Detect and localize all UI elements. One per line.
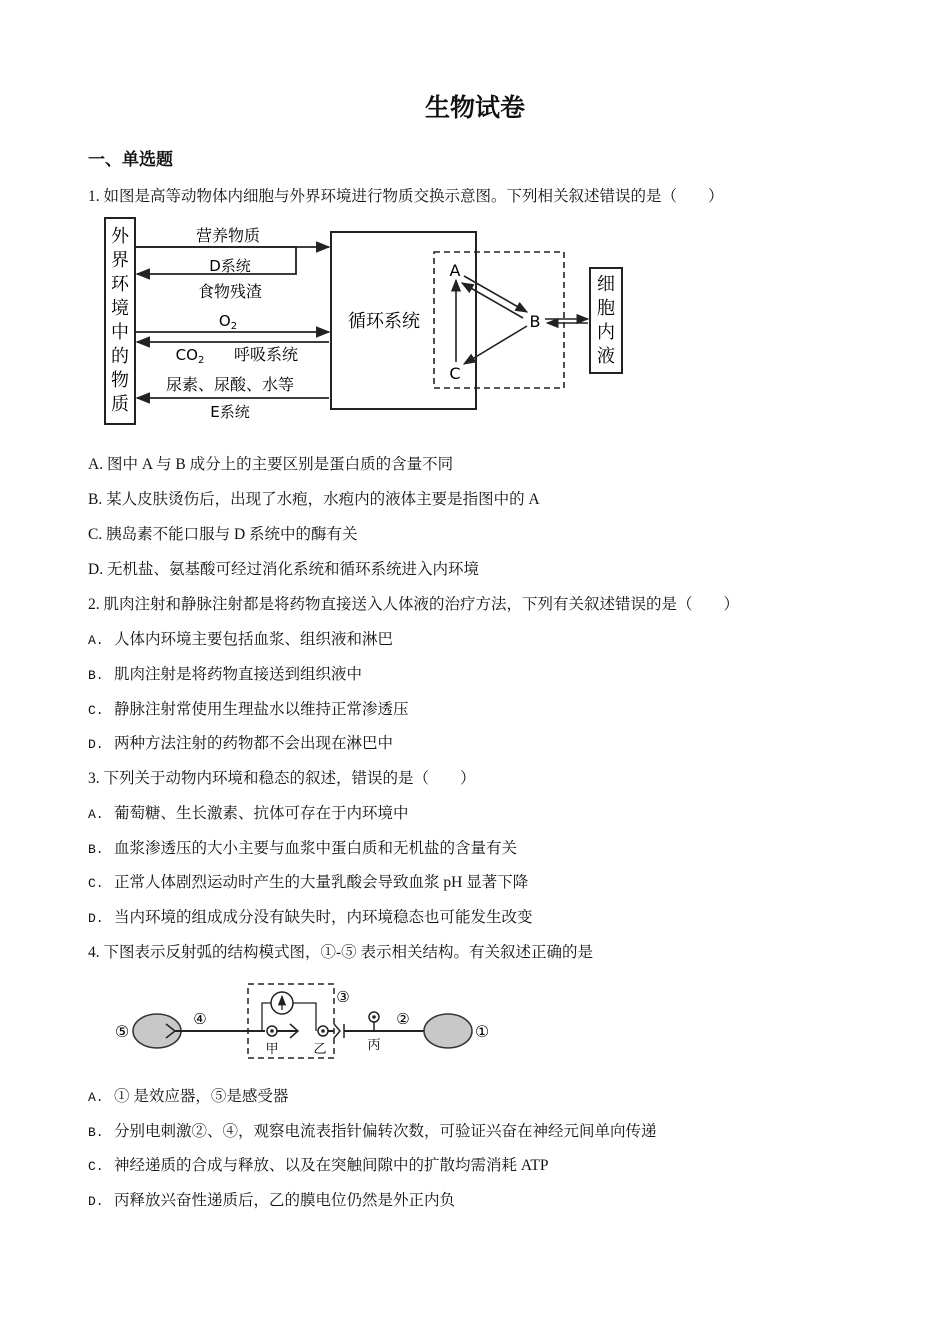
outer-char: 境 bbox=[111, 298, 129, 319]
intracellular-box bbox=[590, 268, 622, 373]
electrode-jia bbox=[267, 1026, 277, 1036]
nutrients-label: 营养物质 bbox=[195, 226, 261, 245]
outer-environment-box bbox=[105, 218, 135, 424]
q3-option-b: B. 血浆渗透压的大小主要与血浆中蛋白质和无机盐的含量有关 bbox=[88, 840, 518, 857]
structure-5 bbox=[133, 1014, 181, 1048]
q1-option-b: B. 某人皮肤烫伤后，出现了水疱，水疱内的液体主要是指图中的 A bbox=[88, 491, 540, 508]
q4-option-c: C. 神经递质的合成与释放、以及在突触间隙中的扩散均需消耗 ATP bbox=[88, 1157, 549, 1174]
neuron-bing bbox=[369, 1012, 379, 1022]
label-bing: 丙 bbox=[367, 1038, 381, 1053]
outer-char: 环 bbox=[111, 274, 129, 295]
q3-option-a: A. 葡萄糖、生长激素、抗体可存在于内环境中 bbox=[88, 805, 409, 822]
node-b: B bbox=[529, 312, 541, 331]
outer-char: 中 bbox=[111, 322, 129, 343]
electrode-yi bbox=[318, 1026, 328, 1036]
q2-option-a: A. 人体内环境主要包括血浆、组织液和淋巴 bbox=[88, 631, 394, 648]
q4-option-b: B. 分别电刺激②、④，观察电流表指针偏转次数，可验证兴奋在神经元间单向传递 bbox=[88, 1123, 657, 1140]
label-yi: 乙 bbox=[313, 1042, 327, 1057]
cell-char: 胞 bbox=[597, 298, 615, 319]
q1-option-c: C. 胰岛素不能口服与 D 系统中的酶有关 bbox=[88, 526, 358, 543]
d-system-label: D系统 bbox=[209, 257, 251, 275]
q3-option-d: D. 当内环境的组成成分没有缺失时，内环境稳态也可能发生改变 bbox=[88, 909, 533, 926]
urea-label: 尿素、尿酸、水等 bbox=[165, 375, 295, 394]
page-title: 生物试卷 bbox=[424, 93, 525, 122]
q2-option-c: C. 静脉注射常使用生理盐水以维持正常渗透压 bbox=[88, 701, 409, 718]
outer-char: 质 bbox=[111, 394, 129, 415]
node-c: C bbox=[449, 364, 461, 383]
label-1: ① bbox=[474, 1022, 490, 1041]
label-3: ③ bbox=[336, 988, 350, 1006]
circulation-label: 循环系统 bbox=[348, 311, 420, 332]
galvanometer bbox=[271, 992, 293, 1014]
q1-option-a: A. 图中 A 与 B 成分上的主要区别是蛋白质的含量不同 bbox=[88, 456, 454, 473]
outer-char: 外 bbox=[111, 226, 129, 247]
q2-option-d: D. 两种方法注射的药物都不会出现在淋巴中 bbox=[88, 735, 394, 752]
internal-environment-box bbox=[434, 252, 564, 388]
co2-label: $CO_2$ bbox=[175, 346, 205, 366]
question-4-stem: 4. 下图表示反射弧的结构模式图，①-⑤ 表示相关结构。有关叙述正确的是 bbox=[88, 944, 594, 961]
cell-char: 内 bbox=[597, 322, 615, 343]
label-5: ⑤ bbox=[114, 1022, 130, 1041]
question-2-stem: 2. 肌肉注射和静脉注射都是将药物直接送入人体液的治疗方法，下列有关叙述错误的是（ ） bbox=[88, 596, 740, 613]
question-3-stem: 3. 下列关于动物内环境和稳态的叙述，错误的是（ ） bbox=[88, 770, 476, 787]
q2-option-b: B. 肌肉注射是将药物直接送到组织液中 bbox=[88, 666, 363, 683]
q4-option-d: D. 丙释放兴奋性递质后，乙的膜电位仍然是外正内负 bbox=[88, 1192, 456, 1209]
cell-char: 细 bbox=[597, 274, 615, 295]
label-4: ④ bbox=[193, 1010, 207, 1028]
label-2: ② bbox=[396, 1010, 410, 1028]
cell-char: 液 bbox=[597, 346, 615, 367]
outer-char: 界 bbox=[111, 250, 129, 271]
structure-1 bbox=[424, 1014, 472, 1048]
q3-option-c: C. 正常人体剧烈运动时产生的大量乳酸会导致血浆 pH 显著下降 bbox=[88, 874, 529, 891]
e-system-label: E系统 bbox=[210, 403, 250, 421]
q1-option-d: D. 无机盐、氨基酸可经过消化系统和循环系统进入内环境 bbox=[88, 561, 479, 578]
label-jia: 甲 bbox=[265, 1042, 279, 1057]
outer-char: 的 bbox=[111, 346, 129, 367]
dashed-region bbox=[248, 984, 334, 1058]
q4-option-a: A. ① 是效应器，⑤是感受器 bbox=[88, 1088, 289, 1105]
o2-label: $O_2$ bbox=[218, 312, 238, 332]
outer-char: 物 bbox=[111, 370, 129, 391]
circulation-box bbox=[331, 232, 476, 409]
food-residue-label: 食物残渣 bbox=[197, 282, 263, 301]
reflex-arc-diagram bbox=[115, 984, 489, 1058]
node-a: A bbox=[449, 261, 461, 280]
section-heading: 一、单选题 bbox=[88, 150, 173, 170]
question-1-stem: 1. 如图是高等动物体内细胞与外界环境进行物质交换示意图。下列相关叙述错误的是（ ） bbox=[88, 188, 724, 205]
respiratory-label: 呼吸系统 bbox=[233, 345, 299, 364]
